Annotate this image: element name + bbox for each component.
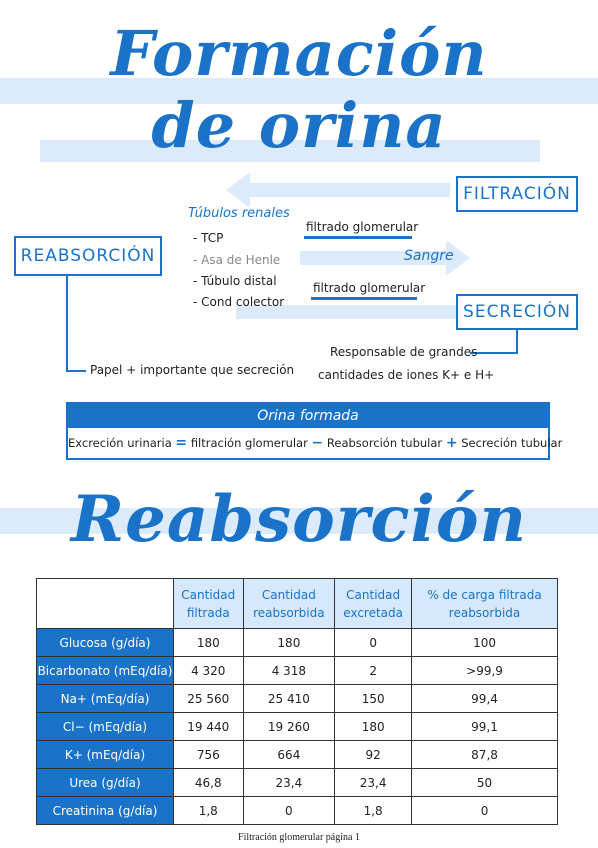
table-cell: 180 [335,713,412,741]
formula-secrecion: Secreción tubular [461,436,563,450]
secrecion-box: SECRECIÓN [456,294,578,330]
row-label: Urea (g/día) [37,769,174,797]
title-line-2: de orina [151,89,447,162]
tubulo-item: - Túbulo distal [193,274,277,288]
formula-reabsorcion: Reabsorción tubular [326,436,443,450]
row-label: Cl− (mEq/día) [37,713,174,741]
table-cell: 664 [243,741,335,769]
table-row [37,629,558,657]
header-cantidad-excretada [335,579,412,629]
table-row [37,657,558,685]
table-cell: 0 [243,797,335,825]
tubulo-item: - Cond colector [193,295,285,309]
table-row [37,685,558,713]
table-cell: 1,8 [335,797,412,825]
filtrado-label-bottom: filtrado glomerular [313,281,426,295]
table-row [37,713,558,741]
table-cell: 180 [174,629,244,657]
excrecion-formula [68,428,563,458]
table-cell: 25 560 [174,685,244,713]
section-title: Reabsorción [70,482,528,557]
table-cell: 4 318 [243,657,335,685]
table-cell: 756 [174,741,244,769]
table-row [37,797,558,825]
row-label: Na+ (mEq/día) [37,685,174,713]
header-text: excretada [343,605,404,620]
table-cell: 92 [335,741,412,769]
title-line-1: Formación [110,17,488,90]
formula-filtracion: filtración glomerular [190,436,308,450]
formula-minus: − [311,435,324,451]
table-row [37,741,558,769]
header-text: Cantidad [346,587,401,602]
secr-connector-vertical [516,330,518,354]
formula-plus: + [445,435,458,451]
tubulos-heading: Túbulos renales [188,206,290,221]
table-cell: 99,4 [412,685,558,713]
filtrado-underline-top [304,236,412,239]
row-label: Creatinina (g/día) [37,797,174,825]
formula-equals: = [175,435,188,451]
table-cell: 4 320 [174,657,244,685]
header-text: reabsorbida [448,605,521,620]
header-cantidad-filtrada [174,579,244,629]
header-text: Cantidad [261,587,316,602]
table-cell: 150 [335,685,412,713]
table-header-row [37,579,558,629]
header-cantidad-reabsorbida [243,579,335,629]
table-cell: 19 440 [174,713,244,741]
tubulo-item: - TCP [193,231,224,245]
sangre-label: Sangre [404,248,454,264]
page-footer: Filtración glomerular página 1 [238,832,360,843]
table-cell: 50 [412,769,558,797]
header-text: Cantidad [181,587,236,602]
table-cell: 99,1 [412,713,558,741]
header-text: % de carga filtrada [427,587,542,602]
table-corner [37,579,174,629]
table-cell: 0 [335,629,412,657]
table-cell: 23,4 [335,769,412,797]
table-cell: 1,8 [174,797,244,825]
table-cell: 25 410 [243,685,335,713]
reabsorcion-box: REABSORCIÓN [14,236,162,276]
filtrado-underline-bottom [311,297,417,300]
table-cell: 87,8 [412,741,558,769]
arrow-filtracion [226,172,450,208]
secrecion-note-2: cantidades de iones K+ e H+ [318,368,495,382]
header-text: filtrada [186,605,230,620]
header-porcentaje [412,579,558,629]
table-cell: >99,9 [412,657,558,685]
row-label: Bicarbonato (mEq/día) [37,657,174,685]
row-label: Glucosa (g/día) [37,629,174,657]
table-row [37,769,558,797]
table-cell: 180 [243,629,335,657]
reabsorcion-table [36,578,558,825]
tubulo-item: - Asa de Henle [193,253,281,267]
table-cell: 46,8 [174,769,244,797]
table-cell: 0 [412,797,558,825]
header-text: reabsorbida [253,605,325,620]
filtracion-box: FILTRACIÓN [456,176,578,212]
orina-formada-heading: Orina formada [68,404,548,428]
table-cell: 19 260 [243,713,335,741]
reab-connector-horizontal [66,370,86,372]
row-label: K+ (mEq/día) [37,741,174,769]
secrecion-note-1: Responsable de grandes [330,345,478,359]
reab-connector-vertical [66,276,68,372]
table-cell: 100 [412,629,558,657]
table-cell: 23,4 [243,769,335,797]
filtrado-label-top: filtrado glomerular [306,220,419,234]
reabsorcion-note: Papel + importante que secreción [90,363,295,377]
table-cell: 2 [335,657,412,685]
orina-formada-box [66,402,563,460]
formula-excrecion: Excreción urinaria [68,436,172,450]
